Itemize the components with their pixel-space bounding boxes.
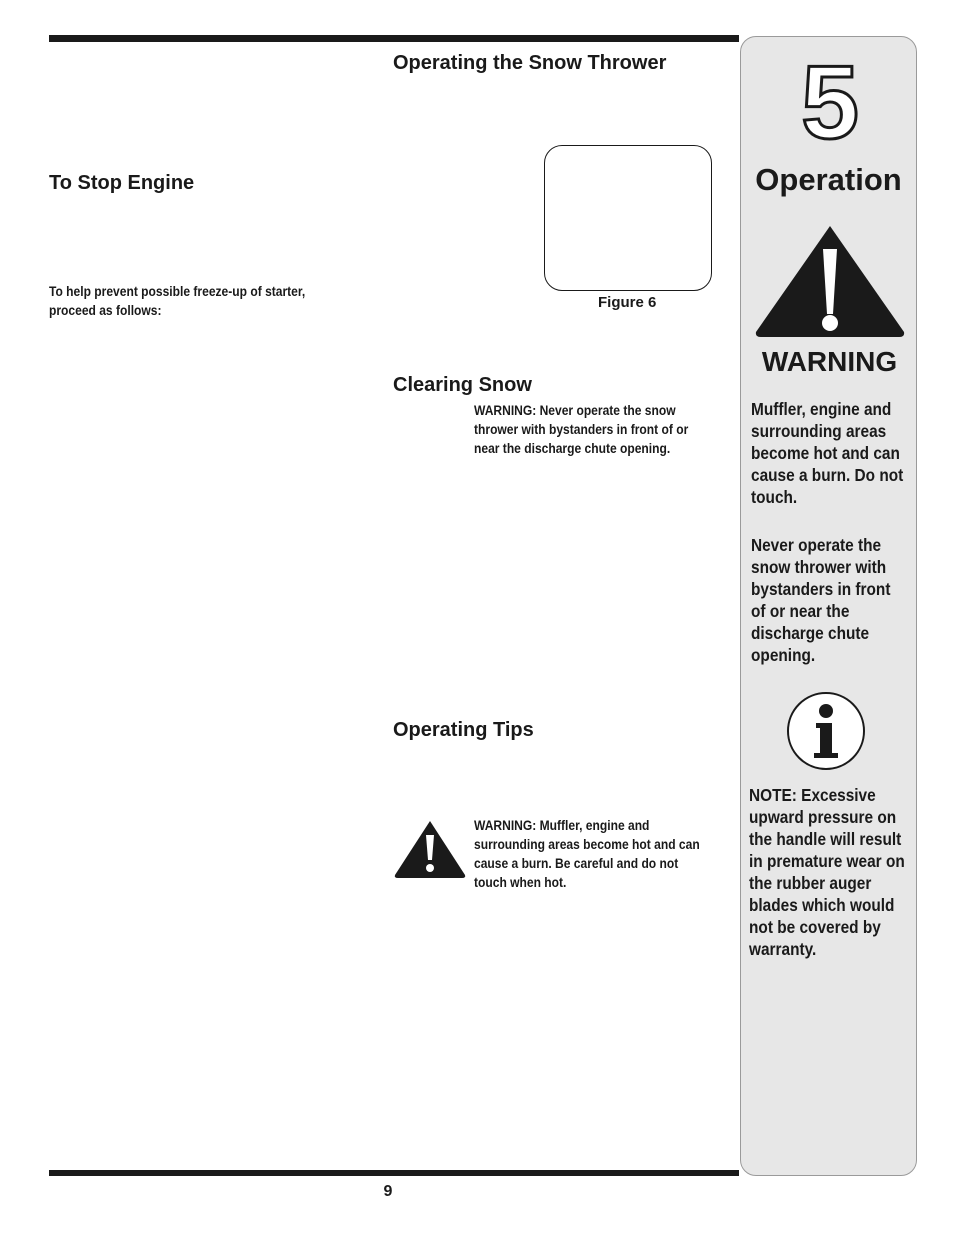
chapter-number [795,52,865,147]
stop-engine-heading: To Stop Engine [49,172,195,194]
freeze-up-text: To help prevent possible freeze-up of starter, proceed as follows: [49,284,306,318]
warning-triangle-icon [753,222,907,340]
top-rule [49,35,739,42]
operating-tips-heading: Operating Tips [393,719,534,741]
clearing-snow-heading: Clearing Snow [393,374,532,396]
chapter-title: Operation [755,162,902,197]
clearing-snow-warning: WARNING: Never operate the snow thrower with bystanders in front of or near the discharge chute opening. [474,403,689,456]
sidebar-warning-text-1: Muffler, engine and surrounding areas become hot and can cause a burn. Do not touch. [751,399,904,507]
info-icon [786,691,866,771]
sidebar-warning-text-2: Never operate the snow thrower with bystanders in front of or near the discharge chute opening. [751,535,891,665]
page-number: 9 [383,1183,393,1200]
figure-caption: Figure 6 [598,294,657,311]
warning-label: WARNING [761,346,898,377]
bottom-rule [49,1170,739,1176]
page-heading: Operating the Snow Thrower [393,52,667,74]
warning-triangle-icon [392,818,468,880]
sidebar-note-text: NOTE: Excessive upward pressure on the handle will result in premature wear on the rubber auger blades which would not be covered by warranty. [749,785,905,959]
operating-tips-warning: WARNING: Muffler, engine and surrounding areas become hot and can cause a burn. Be careful and do not touch when hot. [474,818,700,890]
figure-6-image [544,145,712,291]
chapter-number-text: 5 [801,52,859,147]
